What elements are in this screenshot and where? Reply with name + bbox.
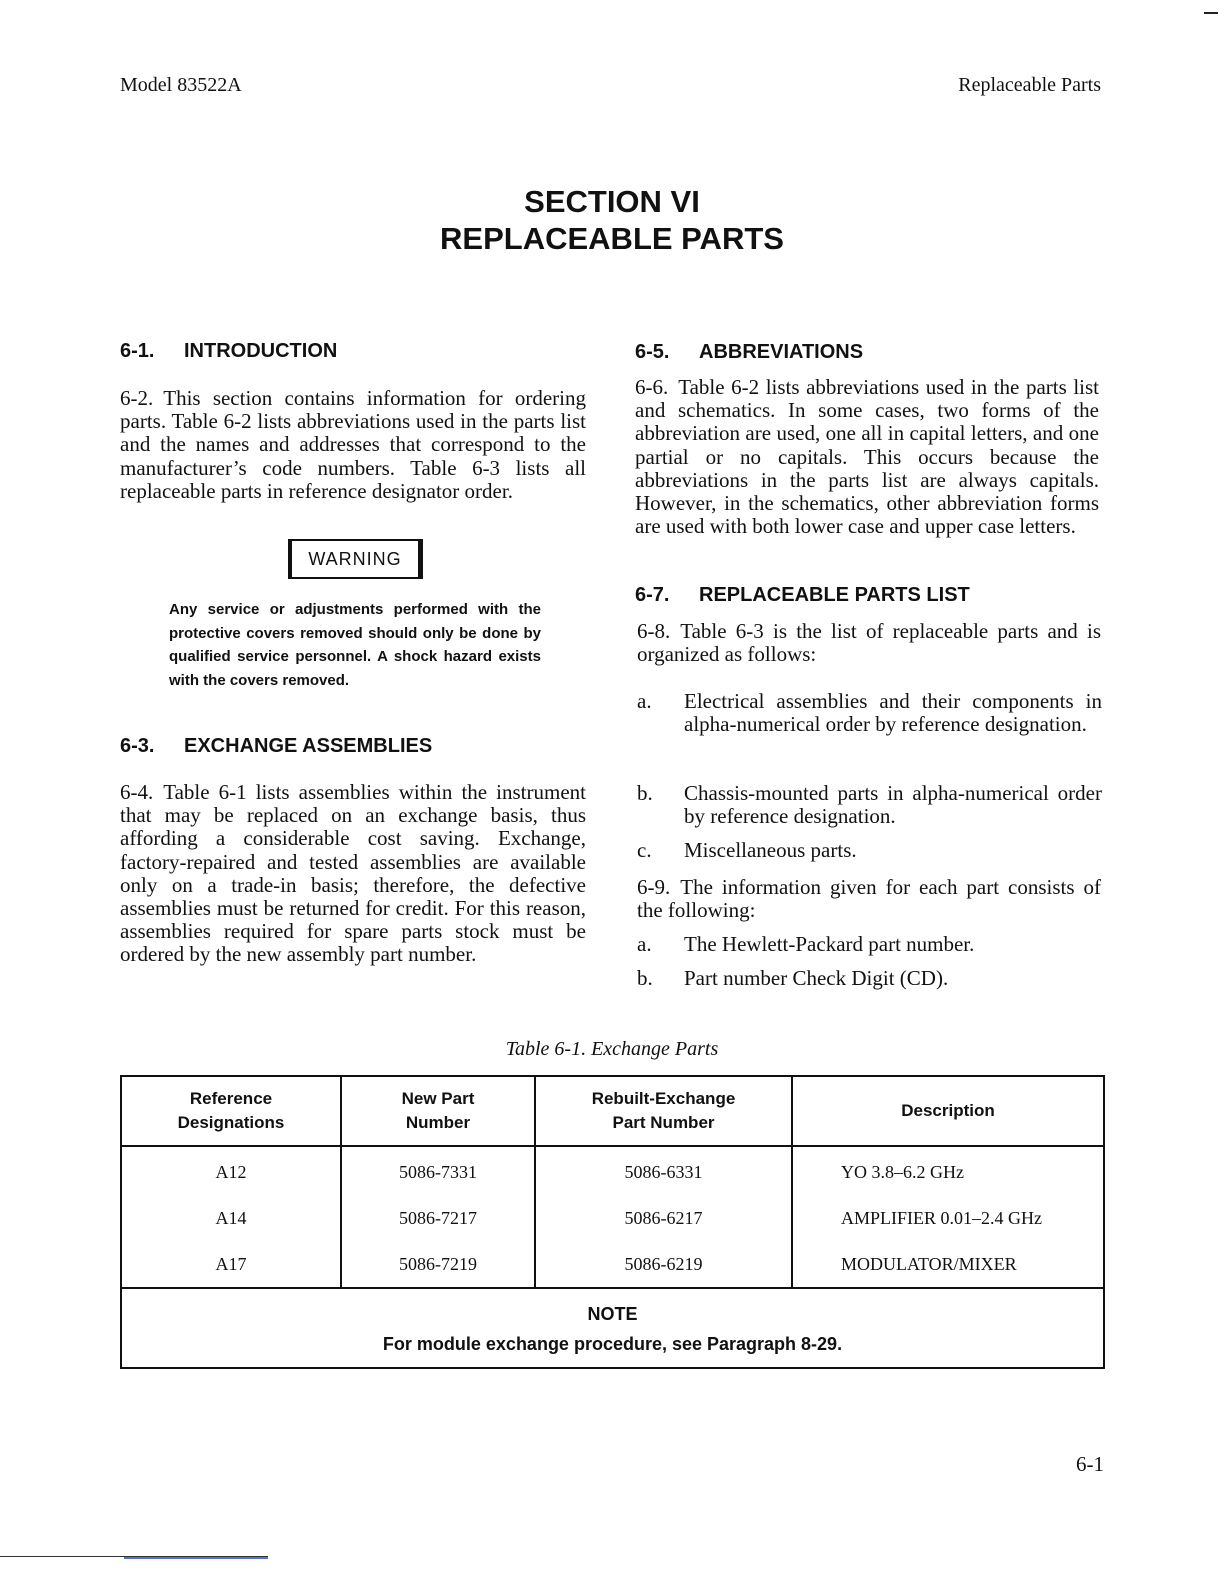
paragraph-6-6 xyxy=(635,376,1099,538)
exchange-parts-table xyxy=(120,1075,1105,1369)
heading-introduction xyxy=(120,340,337,363)
section-subtitle: REPLACEABLE PARTS xyxy=(440,221,784,256)
list-label: c. xyxy=(637,838,652,862)
paragraph-6-9 xyxy=(637,876,1101,922)
list-item xyxy=(637,967,1102,990)
list-label: a. xyxy=(637,932,652,956)
heading-abbreviations xyxy=(635,341,863,364)
section-title: SECTION VI xyxy=(524,184,700,219)
table-note xyxy=(121,1288,1104,1368)
header-model: Model 83522A xyxy=(120,74,242,96)
warning-text: Any service or adjustments performed with the protective covers removed should only be done by qualified service personnel. A shock hazard exists with the covers removed. xyxy=(169,601,541,689)
list-text: Chassis-mounted parts in alpha-numerical order by reference designation. xyxy=(684,781,1102,829)
header-line: Number xyxy=(405,1113,471,1132)
paragraph-number: 6-4. xyxy=(120,780,154,804)
header-line: Rebuilt-Exchange xyxy=(591,1089,736,1108)
header-line: Part Number xyxy=(612,1113,715,1132)
paragraph-text: Table 6-2 lists abbreviations used in the parts list and schematics. In some cases, two forms of the abbreviation are used, one all in capital letters, and one partial or no capitals. This occurs because the abbreviations in the parts list are always capitals. However, in the schematics, other abbreviation forms are used with both lower case and upper case letters. xyxy=(635,375,1099,539)
list-text: The Hewlett-Packard part number. xyxy=(684,932,975,956)
table-cell: 5086-6219 xyxy=(535,1241,792,1288)
heading-text: INTRODUCTION xyxy=(184,340,338,362)
table-cell: AMPLIFIER 0.01–2.4 GHz xyxy=(792,1195,1104,1241)
paragraph-text: The information given for each part consists of the following: xyxy=(637,875,1101,923)
list-item xyxy=(637,933,1102,956)
table-row xyxy=(121,1146,1104,1195)
list-item xyxy=(637,690,1102,736)
page-number: 6-1 xyxy=(1076,1452,1104,1476)
table-cell: A17 xyxy=(121,1241,341,1288)
header-line: New Part xyxy=(401,1089,475,1108)
note-title: NOTE xyxy=(587,1304,638,1324)
table-cell: 5086-6331 xyxy=(535,1146,792,1195)
table-header-row xyxy=(121,1076,1104,1146)
list-text: Electrical assemblies and their components in alpha-numerical order by reference designation. xyxy=(684,689,1102,737)
list-label: a. xyxy=(637,689,652,713)
paragraph-number: 6-6. xyxy=(635,375,669,399)
header-line: Reference xyxy=(189,1089,273,1108)
column-header xyxy=(535,1076,792,1146)
paragraph-text: This section contains information for ordering parts. Table 6-2 lists abbreviations used in the parts list and the names and addresses that correspond to the manufacturer’s code numbers. Table 6-3 lists all replaceable parts in reference designator order. xyxy=(120,386,586,503)
table-cell: 5086-6217 xyxy=(535,1195,792,1241)
table-cell: 5086-7331 xyxy=(341,1146,535,1195)
list-text: Part number Check Digit (CD). xyxy=(684,966,949,990)
table-cell: YO 3.8–6.2 GHz xyxy=(792,1146,1104,1195)
column-header xyxy=(792,1076,1104,1146)
table-row xyxy=(121,1241,1104,1288)
paragraph-6-8 xyxy=(637,620,1101,666)
heading-text: ABBREVIATIONS xyxy=(699,341,864,363)
heading-number: 6-5. xyxy=(635,341,670,363)
paragraph-number: 6-8. xyxy=(637,619,671,643)
column-header xyxy=(341,1076,535,1146)
list-item xyxy=(637,839,1102,862)
warning-label: WARNING xyxy=(288,539,423,579)
table-caption: Table 6-1. Exchange Parts xyxy=(505,1038,719,1060)
paragraph-6-2 xyxy=(120,387,586,503)
table-row xyxy=(121,1195,1104,1241)
table-cell: 5086-7219 xyxy=(341,1241,535,1288)
paragraph-number: 6-9. xyxy=(637,875,671,899)
list-label: b. xyxy=(637,781,653,805)
heading-number: 6-3. xyxy=(120,735,155,757)
list-item xyxy=(637,782,1102,828)
paragraph-text: Table 6-3 is the list of replaceable parts and is organized as follows: xyxy=(637,619,1101,667)
table-cell: 5086-7217 xyxy=(341,1195,535,1241)
heading-exchange-assemblies xyxy=(120,735,432,758)
paragraph-6-4 xyxy=(120,781,586,967)
header-line: Designations xyxy=(177,1113,285,1132)
footer-rule-accent xyxy=(124,1557,268,1559)
heading-number: 6-7. xyxy=(635,584,670,606)
note-text: For module exchange procedure, see Paragraph 8-29. xyxy=(382,1334,843,1354)
heading-replaceable-parts-list xyxy=(635,584,970,607)
header-line: Description xyxy=(901,1101,995,1120)
list-text: Miscellaneous parts. xyxy=(684,838,857,862)
table-note-row xyxy=(121,1288,1104,1368)
heading-number: 6-1. xyxy=(120,340,155,362)
paragraph-text: Table 6-1 lists assemblies within the instrument that may be replaced on an exchange basis, thus affording a considerable cost saving. Exchange, factory-repaired and tested assemblies are available only on a trade-in basis; therefore, the defective assemblies must be returned for credit. For this reason, assemblies required for spare parts stock must be ordered by the new assembly part number. xyxy=(120,780,586,967)
table-cell: MODULATOR/MIXER xyxy=(792,1241,1104,1288)
table-cell: A14 xyxy=(121,1195,341,1241)
paragraph-number: 6-2. xyxy=(120,386,154,410)
column-header xyxy=(121,1076,341,1146)
corner-mark xyxy=(1204,12,1218,14)
heading-text: REPLACEABLE PARTS LIST xyxy=(699,584,970,606)
table-cell: A12 xyxy=(121,1146,341,1195)
header-section: Replaceable Parts xyxy=(958,74,1101,96)
heading-text: EXCHANGE ASSEMBLIES xyxy=(184,735,433,757)
list-label: b. xyxy=(637,966,653,990)
